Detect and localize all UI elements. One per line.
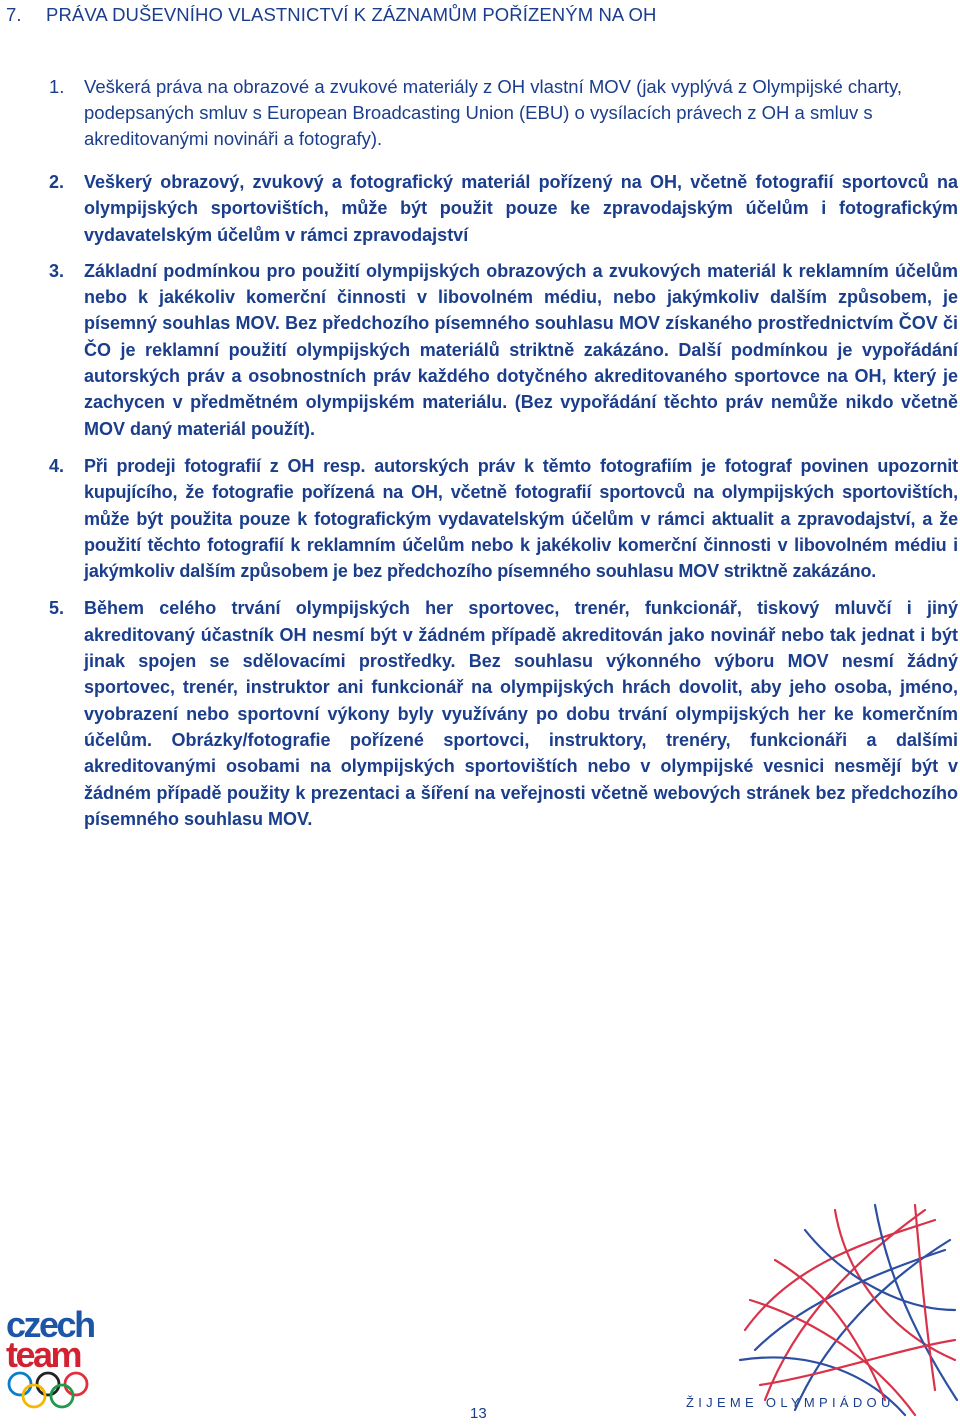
motto: ŽIJEME OLYMPIÁDOU — [686, 1395, 895, 1410]
item-number: 2. — [49, 172, 65, 192]
item-text: Základní podmínkou pro použití olympijských obrazových a zvukových materiál k reklamním účelům nebo k jakékoliv komerční činnosti v libovolném médiu, nebo jakýmkoliv dalším způsobem, je písemný souhlas MOV. Bez předchozího písemného souhlasu MOV získaného prostřednictvím ČOV či ČO je reklamní použití olympijských materiálů striktně zakázáno. Další podmínkou je vypořádání autorských práv a osobnostních práv každého dotyčného akreditovaného sportovce na OH, který je zachycen v předmětném olympijském materiálu. (Bez vypořádání těchto práv nemůže nikdo včetně MOV daný materiál použít). — [84, 260, 958, 439]
czech-team-logo — [6, 1304, 94, 1375]
logo-line-czech: czech — [6, 1304, 94, 1345]
list-item — [0, 74, 958, 152]
list-item — [0, 453, 958, 584]
page-number: 13 — [470, 1405, 487, 1422]
item-text: Během celého trvání olympijských her sportovec, trenér, funkcionář, tiskový mluvčí i jiný akreditovaný účastník OH nesmí být v žádném případě akreditován jako novinář nebo tak jednat i být jinak spojen se sdělovacími prostředky. Bez souhlasu výkonného výboru MOV nesmí žádný sportovec, trenér, instruktor ani funkcionář na olympijských hrách dovolit, aby jeho osoba, jméno, vyobrazení nebo sportovní výkony byly využívány po dobu trvání olympijských her ke komerčním účelům. Obrázky/fotografie pořízené sportovci, instruktory, trenéry, funkcionáři a dalšími akreditovanými osobami na olympijských sportovištích nebo v olympijské vesnici nesmějí být v žádném případě použity k prezentaci a šíření na veřejnosti včetně webových stránek bez předchozího písemného souhlasu MOV. — [84, 598, 958, 829]
item-text: Veškerý obrazový, zvukový a fotografický materiál pořízený na OH, včetně fotografií sportovců na olympijských sportovištích, může být použit pouze ke zpravodajským účelům i fotografickým vydavatelským účelům v rámci zpravodajství — [84, 172, 958, 245]
olympic-ribbon-graphic-icon — [735, 1200, 960, 1425]
list-item — [0, 595, 958, 832]
list-item — [0, 258, 958, 442]
logo-line-team: team — [6, 1334, 81, 1375]
rules-list — [0, 74, 958, 832]
section-number: 7. — [6, 4, 22, 25]
item-number: 5. — [49, 598, 65, 619]
olympic-rings-icon — [6, 1370, 92, 1412]
item-text: Při prodeji fotografií z OH resp. autorských práv k těmto fotografiím je fotograf povinen upozornit kupujícího, že fotografie pořízená na OH, včetně fotografií sportovců na olympijských sportovištích, může být použita pouze k fotografickým vydavatelským účelům v rámci aktualit a zpravodajství, a že použití těchto fotografií k reklamním účelům nebo k jakékoliv komerční činnosti v libovolném médiu i jakýmkoliv dalším způsobem je bez předchozího písemného souhlasu MOV striktně zakázáno. — [84, 455, 958, 582]
list-item — [0, 169, 958, 248]
item-number: 4. — [49, 455, 65, 476]
item-number: 3. — [49, 260, 65, 281]
item-number: 1. — [49, 76, 65, 97]
logo-wordmark — [6, 1304, 94, 1375]
item-text: Veškerá práva na obrazové a zvukové materiály z OH vlastní MOV (jak vyplývá z Olympijské charty, podepsaných smluv s European Broadcasting Union (EBU) o vysílacích právech z OH a smluv s akreditovanými novináři a fotografy). — [84, 76, 903, 149]
section-title: PRÁVA DUŠEVNÍHO VLASTNICTVÍ K ZÁZNAMŮM POŘÍZENÝM NA OH — [46, 4, 657, 25]
section-heading — [6, 4, 657, 26]
